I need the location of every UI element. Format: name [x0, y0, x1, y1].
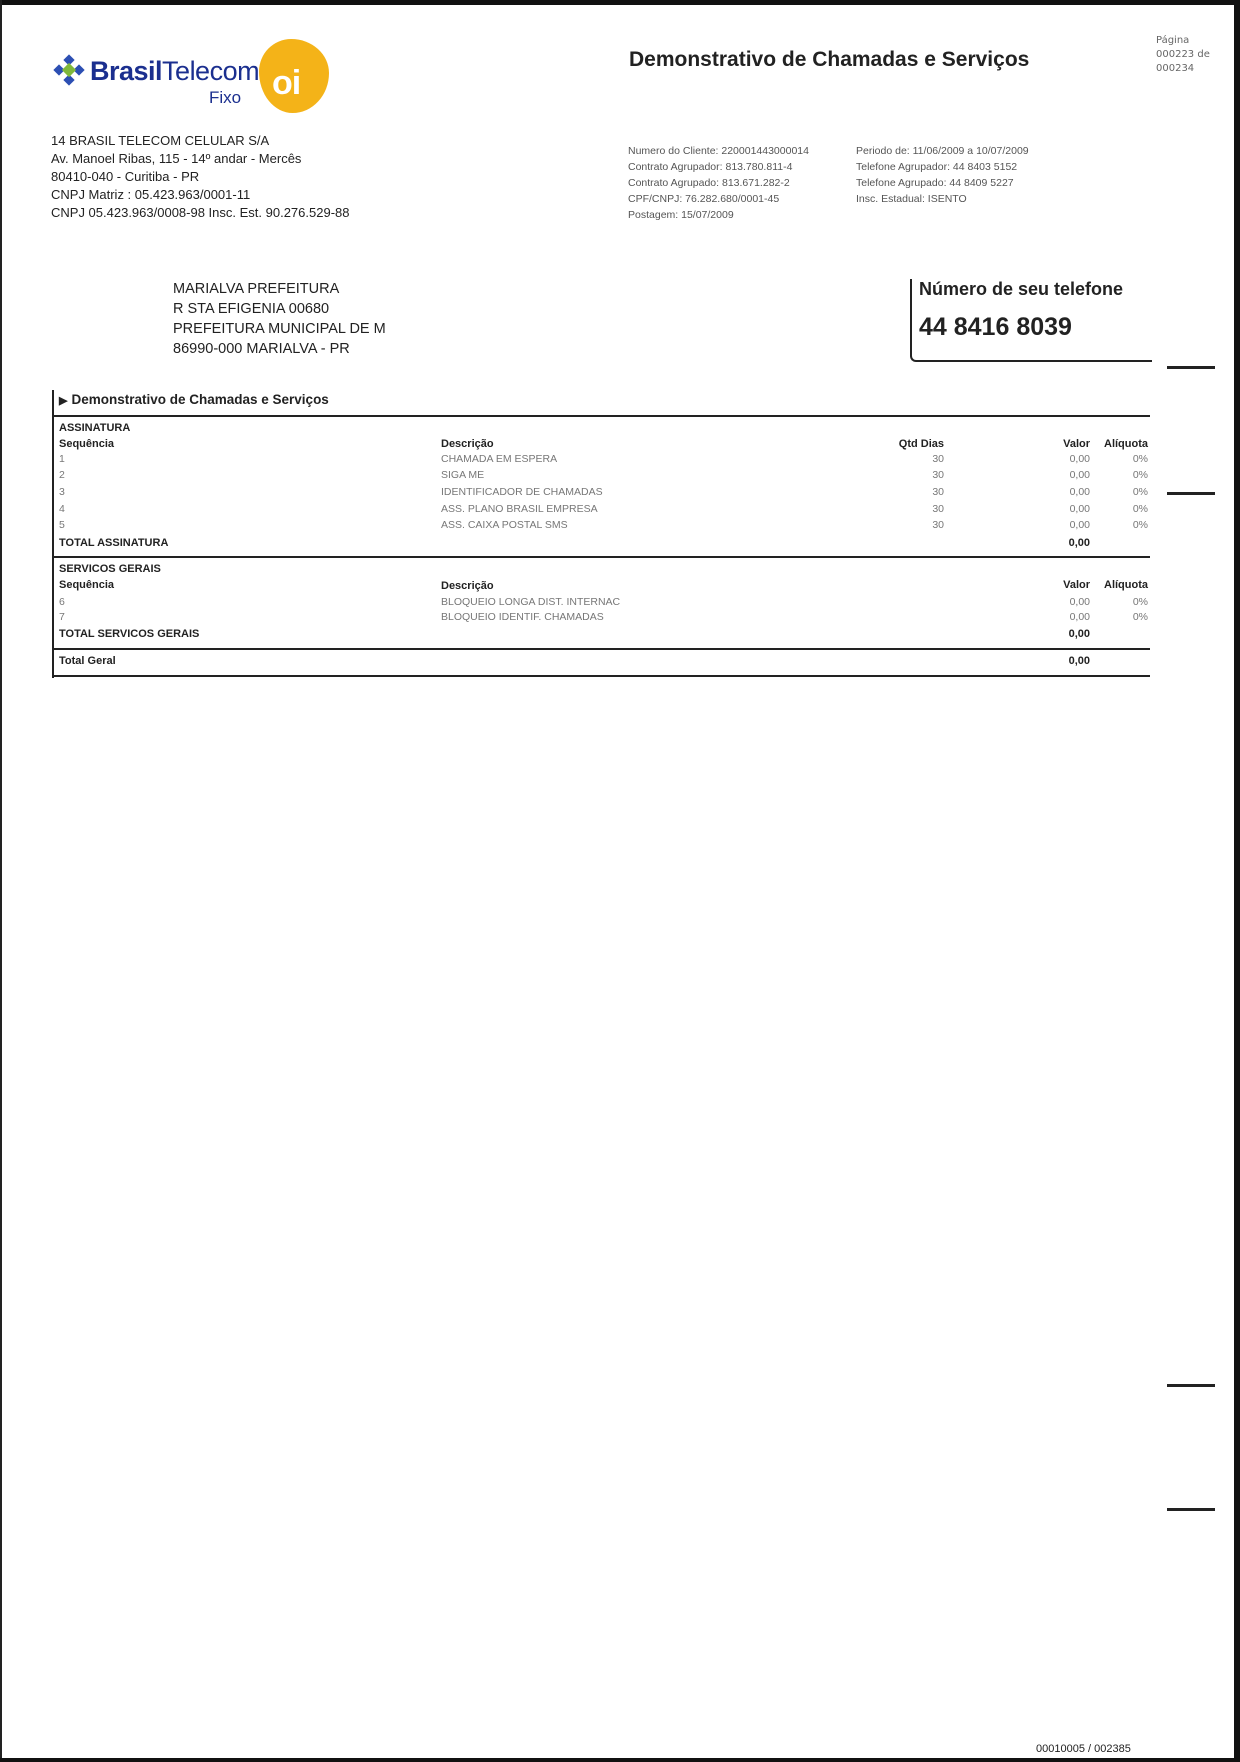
header-sequencia: Sequência	[59, 438, 115, 450]
cell-seq: 5	[59, 519, 65, 531]
cell-valor: 0,00	[1069, 453, 1090, 465]
phone-number-value: 44 8416 8039	[919, 313, 1072, 341]
document-title: Demonstrativo de Chamadas e Serviços	[629, 48, 1030, 71]
page-label: Página	[1156, 35, 1190, 46]
cell-valor: 0,00	[1069, 519, 1090, 531]
left-border	[0, 0, 2, 1762]
section-divider	[52, 415, 1150, 417]
recipient-line: MARIALVA PREFEITURA	[173, 281, 340, 297]
right-border	[1234, 0, 1240, 1762]
cell-aliquota: 0%	[1132, 596, 1148, 608]
grand-total-value: 0,00	[1068, 655, 1090, 667]
meta-line: CPF/CNPJ: 76.282.680/0001-45	[628, 193, 780, 205]
cell-seq: 4	[59, 503, 65, 515]
company-line: 80410-040 - Curitiba - PR	[51, 169, 200, 184]
cell-desc: ASS. PLANO BRASIL EMPRESA	[441, 503, 598, 515]
phone-number-box	[910, 279, 1152, 362]
cell-desc: ASS. CAIXA POSTAL SMS	[441, 519, 568, 531]
cell-qtd: 30	[932, 453, 944, 465]
cell-valor: 0,00	[1069, 611, 1090, 623]
table-row	[52, 519, 1150, 535]
meta-line: Contrato Agrupador: 813.780.811-4	[628, 161, 793, 173]
margin-mark	[1167, 1384, 1215, 1387]
table-row	[52, 469, 1150, 485]
header-descricao: Descrição	[441, 438, 494, 450]
company-line: 14 BRASIL TELECOM CELULAR S/A	[51, 133, 270, 148]
table-row	[52, 596, 1150, 612]
brand-sub: Fixo	[209, 88, 242, 107]
header-descricao: Descrição	[441, 580, 494, 592]
cell-seq: 7	[59, 611, 65, 623]
margin-mark	[1167, 1508, 1215, 1511]
cell-qtd: 30	[932, 469, 944, 481]
customer-meta-left	[628, 143, 809, 223]
meta-line: Periodo de: 11/06/2009 a 10/07/2009	[856, 145, 1029, 157]
header-valor: Valor	[1063, 579, 1090, 591]
page-value: 000223 de	[1156, 49, 1210, 60]
recipient-address	[173, 279, 386, 359]
page-number	[1156, 34, 1226, 76]
cell-aliquota: 0%	[1132, 503, 1148, 515]
cell-qtd: 30	[932, 486, 944, 498]
cell-seq: 2	[59, 469, 65, 481]
company-info	[51, 132, 349, 222]
oi-logo-text: oi	[272, 64, 301, 102]
recipient-line: 86990-000 MARIALVA - PR	[173, 341, 350, 357]
group-divider	[52, 648, 1150, 650]
total-assinatura-value: 0,00	[1068, 537, 1090, 549]
meta-line: Contrato Agrupado: 813.671.282-2	[628, 177, 790, 189]
recipient-line: R STA EFIGENIA 00680	[173, 301, 330, 317]
cell-qtd: 30	[932, 519, 944, 531]
group-divider	[52, 556, 1150, 558]
cell-aliquota: 0%	[1132, 486, 1148, 498]
company-line: CNPJ 05.423.963/0008-98 Insc. Est. 90.276.529-88	[51, 205, 350, 220]
meta-line: Postagem: 15/07/2009	[628, 209, 734, 221]
cell-aliquota: 0%	[1132, 611, 1148, 623]
company-line: CNPJ Matriz : 05.423.963/0001-11	[51, 187, 251, 202]
cell-desc: BLOQUEIO IDENTIF. CHAMADAS	[441, 611, 604, 623]
header-aliquota: Alíquota	[1104, 579, 1148, 591]
total-servicos-label: TOTAL SERVICOS GERAIS	[59, 628, 200, 640]
bottom-border	[0, 1758, 1240, 1762]
meta-line: Insc. Estadual: ISENTO	[856, 193, 967, 205]
customer-meta-right	[856, 143, 1029, 207]
cell-desc: SIGA ME	[441, 469, 485, 481]
recipient-line: PREFEITURA MUNICIPAL DE M	[173, 321, 386, 337]
statement-section	[52, 390, 1150, 678]
brand-name-bold: Brasil	[90, 56, 163, 86]
total-servicos-value: 0,00	[1068, 628, 1090, 640]
total-assinatura-label: TOTAL ASSINATURA	[59, 537, 169, 549]
group-title-servicos: SERVICOS GERAIS	[59, 563, 161, 575]
header-valor: Valor	[1063, 438, 1090, 450]
top-border	[0, 0, 1240, 5]
group-title-assinatura: ASSINATURA	[59, 422, 131, 434]
triangle-right-icon: ▶	[59, 395, 68, 407]
cell-desc: CHAMADA EM ESPERA	[441, 453, 558, 465]
section-title	[59, 392, 329, 407]
header-qtd-dias: Qtd Dias	[898, 438, 944, 450]
brasil-telecom-logo	[52, 40, 337, 120]
grand-total-label: Total Geral	[59, 655, 116, 667]
cell-aliquota: 0%	[1132, 453, 1148, 465]
brasil-telecom-logo-icon	[52, 54, 86, 88]
phone-number-label: Número de seu telefone	[919, 279, 1124, 299]
meta-line: Numero do Cliente: 220001443000014	[628, 145, 809, 157]
footer-code: 00010005 / 002385	[1036, 1743, 1131, 1755]
cell-seq: 3	[59, 486, 65, 498]
meta-line: Telefone Agrupador: 44 8403 5152	[856, 161, 1018, 173]
page-total: 000234	[1156, 63, 1195, 74]
header-sequencia: Sequência	[59, 579, 115, 591]
margin-mark	[1167, 366, 1215, 369]
margin-mark	[1167, 492, 1215, 495]
table-row	[52, 486, 1150, 502]
table-row	[52, 453, 1150, 469]
meta-line: Telefone Agrupado: 44 8409 5227	[856, 177, 1014, 189]
brand-name	[90, 56, 259, 87]
table-row	[52, 611, 1150, 627]
cell-valor: 0,00	[1069, 503, 1090, 515]
cell-valor: 0,00	[1069, 469, 1090, 481]
header-aliquota: Alíquota	[1104, 438, 1148, 450]
table-row	[52, 503, 1150, 519]
section-title-text: Demonstrativo de Chamadas e Serviços	[71, 392, 329, 407]
cell-seq: 1	[59, 453, 65, 465]
cell-seq: 6	[59, 596, 65, 608]
cell-desc: BLOQUEIO LONGA DIST. INTERNAC	[441, 596, 621, 608]
cell-desc: IDENTIFICADOR DE CHAMADAS	[441, 486, 603, 498]
cell-valor: 0,00	[1069, 486, 1090, 498]
cell-aliquota: 0%	[1132, 519, 1148, 531]
cell-qtd: 30	[932, 503, 944, 515]
company-line: Av. Manoel Ribas, 115 - 14º andar - Mercês	[51, 151, 302, 166]
section-bottom-rule	[52, 675, 1150, 677]
cell-valor: 0,00	[1069, 596, 1090, 608]
cell-aliquota: 0%	[1132, 469, 1148, 481]
brand-name-regular: Telecom	[162, 56, 260, 86]
